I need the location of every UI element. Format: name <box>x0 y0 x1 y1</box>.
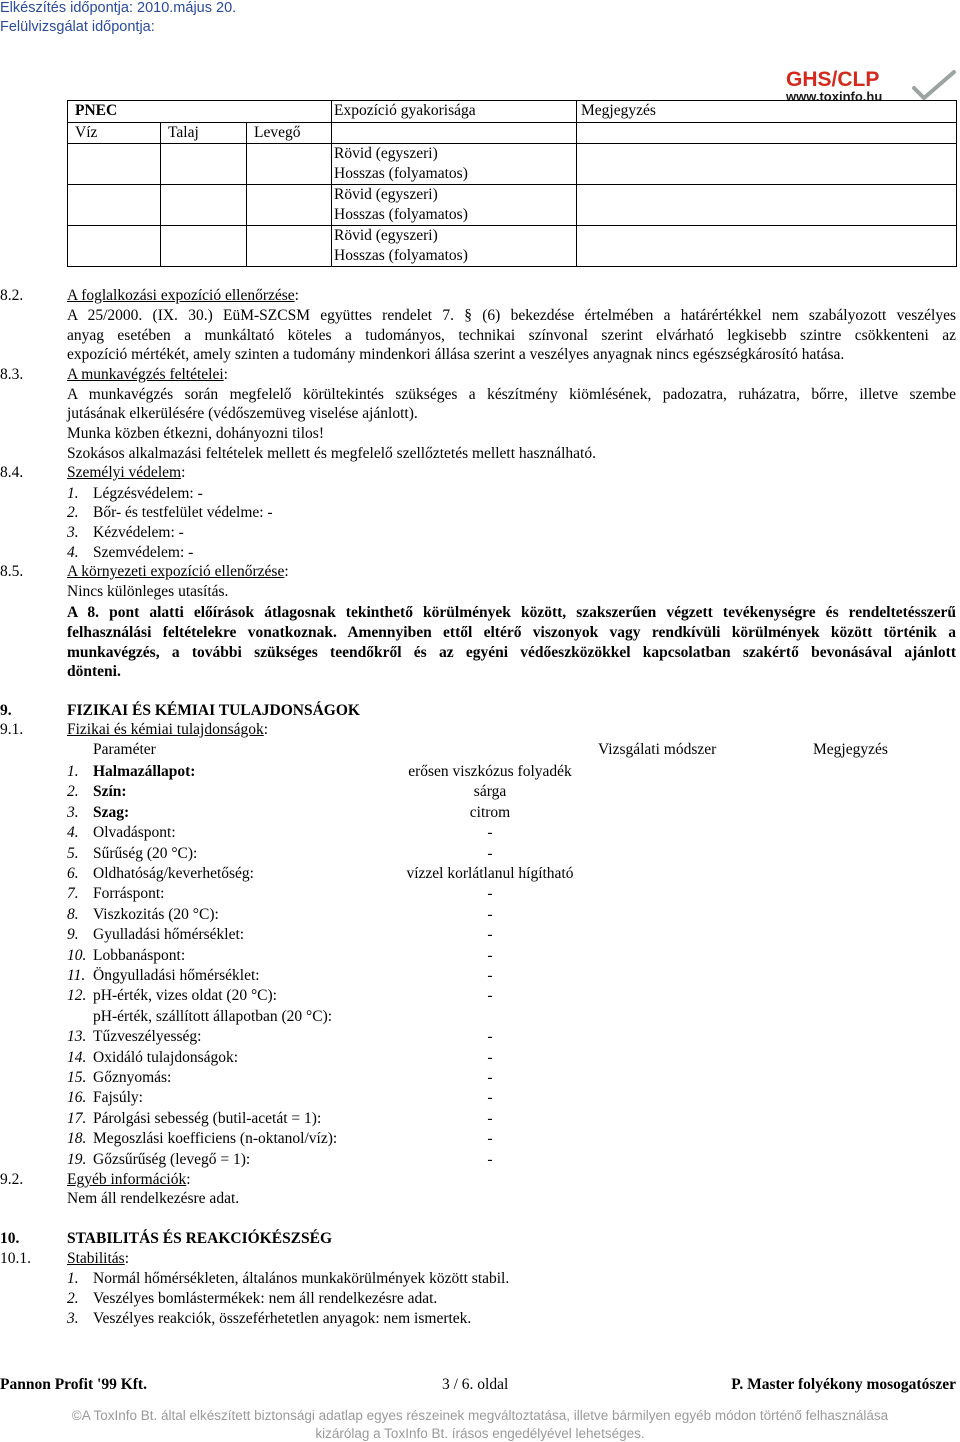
section-title: Stabilitás <box>67 1250 125 1267</box>
property-value: - <box>487 906 493 923</box>
property-label: Forráspont: <box>93 885 165 902</box>
section-title: A foglalkozási expozíció ellenőrzése <box>67 287 295 304</box>
section-title: Egyéb információk <box>67 1171 187 1188</box>
property-label: Oxidáló tulajdonságok: <box>93 1049 239 1066</box>
property-row <box>67 947 185 965</box>
property-label: Sűrűség (20 °C): <box>93 845 198 862</box>
copyright-line: kizárólag a ToxInfo Bt. írásos engedélyével lehetséges. <box>315 1426 645 1441</box>
copyright-line: ©A ToxInfo Bt. által elkészített biztonsági adatlap egyes részeinek megváltoztatása, illetve bármilyen egyéb módon történő felhasználása <box>71 1408 889 1423</box>
property-number: 18. <box>67 1130 87 1147</box>
pnec-header: PNEC <box>75 102 118 119</box>
footer-product: P. Master folyékony mosogatószer <box>731 1376 956 1393</box>
property-row <box>67 1008 332 1026</box>
property-label: pH-érték, vizes oldat (20 °C): <box>93 987 277 1004</box>
property-number: 6. <box>67 865 79 882</box>
property-row <box>67 1130 337 1148</box>
paragraph-line: A 25/2000. (IX. 30.) EüM-SZCSM együttes rendelet 7. § (6) bekezdése értelmében a határértékkel nem szabályozott veszélyes <box>67 307 956 324</box>
property-row <box>67 926 244 944</box>
list-item: 3. Kézvédelem: - <box>67 524 184 541</box>
section-num: 8.2. <box>0 287 24 304</box>
paragraph-line: jutásának elkerülésére (védőszemüveg viselése ajánlott). <box>67 405 418 422</box>
chapter-num: 10. <box>0 1230 20 1247</box>
property-row <box>67 804 129 822</box>
property-number: 15. <box>67 1069 87 1086</box>
property-value: - <box>487 947 493 964</box>
property-row <box>67 1089 143 1107</box>
property-number: 19. <box>67 1151 87 1168</box>
property-value: - <box>487 1130 493 1147</box>
frequency-cell: Hosszas (folyamatos) <box>334 165 468 182</box>
property-number: 14. <box>67 1049 87 1066</box>
property-value: - <box>487 1089 493 1106</box>
property-number: 3. <box>67 804 79 821</box>
chapter-title: FIZIKAI ÉS KÉMIAI TULAJDONSÁGOK <box>67 702 360 719</box>
property-row <box>67 885 164 903</box>
list-item: 2. Veszélyes bomlástermékek: nem áll rendelkezésre adat. <box>67 1290 438 1307</box>
property-value: - <box>487 1049 493 1066</box>
property-number: 16. <box>67 1089 87 1106</box>
bold-paragraph-line: A 8. pont alatti előírások átlagosnak tekinthető körülmények között, szakszerűen végzett tevékenységre és rendeltetésszerű <box>67 604 956 621</box>
property-row <box>67 1049 238 1067</box>
property-value: vízzel korlátlanul hígítható <box>406 865 574 882</box>
section-num: 9.2. <box>0 1171 24 1188</box>
frequency-cell: Hosszas (folyamatos) <box>334 247 468 264</box>
frequency-cell: Hosszas (folyamatos) <box>334 206 468 223</box>
property-value: erősen viszkózus folyadék <box>408 763 572 780</box>
property-value: - <box>487 987 493 1004</box>
property-label: Oldhatóság/keverhetőség: <box>93 865 254 882</box>
property-label: Öngyulladási hőmérséklet: <box>93 967 260 984</box>
chapter-num: 9. <box>0 702 12 719</box>
frequency-cell: Rövid (egyszeri) <box>334 186 438 203</box>
section-num: 9.1. <box>0 721 24 738</box>
property-label: Lobbanáspont: <box>93 947 186 964</box>
section-num: 8.4. <box>0 464 24 481</box>
list-item: 1. Normál hőmérsékleten, általános munkakörülmények között stabil. <box>67 1270 510 1287</box>
property-number: 4. <box>67 824 79 841</box>
property-number: 10. <box>67 947 87 964</box>
section-title: Személyi védelem <box>67 464 182 481</box>
property-value: - <box>487 1151 493 1168</box>
list-item: 3. Veszélyes reakciók, összeférhetetlen anyagok: nem ismertek. <box>67 1310 472 1327</box>
property-value: - <box>487 1069 493 1086</box>
property-number: 7. <box>67 885 79 902</box>
bold-paragraph-line: munkavégzés, a további szükséges teendőkről és az egyéni védőeszközökkel kapcsolatban szakértő bevonásával ajánlott <box>67 644 956 661</box>
svg-text:GHS/CLP: GHS/CLP <box>786 68 880 91</box>
note-header: Megjegyzés <box>581 102 656 119</box>
frequency-cell: Rövid (egyszeri) <box>334 227 438 244</box>
created-date: Elkészítés időpontja: 2010.május 20. <box>0 0 237 16</box>
property-row <box>67 1151 250 1169</box>
property-row <box>67 967 260 985</box>
column-header-param: Paraméter <box>93 741 156 758</box>
property-label: Gyulladási hőmérséklet: <box>93 926 245 943</box>
property-label: Párolgási sebesség (butil-acetát = 1): <box>93 1110 322 1127</box>
paragraph-line: expozíció mértékét, amely szinten a tudomány mindenkori állása szerint a veszélyes anyagnak nincs egészségkárosító hatása. <box>67 346 845 363</box>
property-label: Fajsúly: <box>93 1089 143 1106</box>
property-label: Viszkozitás (20 °C): <box>93 906 219 923</box>
property-value: - <box>487 824 493 841</box>
paragraph-line: anyag esetében a munkáltató köteles a tudományos, technikai színvonal szerint elvárható legkisebb szintre csökkenteni az <box>67 327 956 344</box>
list-item: 1. Légzésvédelem: - <box>67 485 203 502</box>
property-row <box>67 906 219 924</box>
section-title: Fizikai és kémiai tulajdonságok <box>67 721 264 738</box>
property-row <box>67 763 195 781</box>
section-title: A munkavégzés feltételei <box>67 366 224 383</box>
revision-date: Felülvizsgálat időpontja: <box>0 19 155 35</box>
chapter-title: STABILITÁS ÉS REAKCIÓKÉSZSÉG <box>67 1230 333 1247</box>
pnec-table <box>67 100 957 267</box>
section-num: 10.1. <box>0 1250 31 1267</box>
property-value: sárga <box>473 783 507 800</box>
bold-paragraph-line: dönteni. <box>67 663 121 680</box>
property-number: 2. <box>67 783 79 800</box>
property-number: 8. <box>67 906 79 923</box>
svg-text:www.toxinfo.hu: www.toxinfo.hu <box>786 89 883 104</box>
column-header-note: Megjegyzés <box>813 741 888 758</box>
property-value: - <box>487 967 493 984</box>
list-item: 2. Bőr- és testfelület védelme: - <box>67 504 273 521</box>
property-label: Gőznyomás: <box>93 1069 172 1086</box>
property-value: - <box>487 926 493 943</box>
paragraph-line: Nem áll rendelkezésre adat. <box>67 1190 240 1207</box>
property-row <box>67 845 197 863</box>
footer-company: Pannon Profit '99 Kft. <box>0 1376 147 1393</box>
water-header: Víz <box>75 124 98 141</box>
property-row <box>67 987 277 1005</box>
property-value: citrom <box>469 804 511 821</box>
soil-header: Talaj <box>168 124 199 141</box>
paragraph-line: Szokásos alkalmazási feltételek mellett és megfelelő szellőztetés mellett használható. <box>67 445 596 462</box>
property-number: 11. <box>67 967 86 984</box>
bold-paragraph-line: felhasználási feltételekre vonatkoznak. Amennyiben ettől eltérő viszonyok vagy rendkívüli körülmények között történik a <box>67 624 956 641</box>
column-header-method: Vizsgálati módszer <box>598 741 717 758</box>
paragraph-line: A munkavégzés során megfelelő körültekintés szükséges a készítmény kiömlésének, padozatra, ruházatra, bőrre, illetve szembe <box>67 386 956 403</box>
section-num: 8.3. <box>0 366 24 383</box>
section-num: 8.5. <box>0 563 24 580</box>
paragraph-line: Nincs különleges utasítás. <box>67 583 229 600</box>
property-row <box>67 1069 171 1087</box>
paragraph-line: Munka közben étkezni, dohányozni tilos! <box>67 425 324 442</box>
property-label: Olvadáspont: <box>93 824 176 841</box>
property-row <box>67 783 127 801</box>
property-row <box>67 824 176 842</box>
property-number: 12. <box>67 987 87 1004</box>
footer-page-number: 3 / 6. oldal <box>442 1376 509 1393</box>
property-number: 5. <box>67 845 79 862</box>
property-number: 1. <box>67 763 79 780</box>
property-label: Megoszlási koefficiens (n-oktanol/víz): <box>93 1130 338 1147</box>
property-label: Gőzsűrűség (levegő = 1): <box>93 1151 251 1168</box>
property-label: Szag: <box>93 804 130 821</box>
air-header: Levegő <box>254 124 301 141</box>
property-value: - <box>487 1028 493 1045</box>
property-value: - <box>487 845 493 862</box>
property-value: - <box>487 885 493 902</box>
section-title: A környezeti expozíció ellenőrzése <box>67 563 285 580</box>
frequency-header: Expozíció gyakorisága <box>334 102 476 119</box>
property-row <box>67 1110 321 1128</box>
property-label: Tűzveszélyesség: <box>93 1028 202 1045</box>
property-value: - <box>487 1110 493 1127</box>
property-label: Szín: <box>93 783 127 800</box>
property-number: 9. <box>67 926 79 943</box>
property-row <box>67 865 254 883</box>
property-label: pH-érték, szállított állapotban (20 °C): <box>93 1008 333 1025</box>
property-number: 17. <box>67 1110 87 1127</box>
property-row <box>67 1028 201 1046</box>
frequency-cell: Rövid (egyszeri) <box>334 145 438 162</box>
property-number: 13. <box>67 1028 87 1045</box>
property-label: Halmazállapot: <box>93 763 196 780</box>
list-item: 4. Szemvédelem: - <box>67 544 194 561</box>
